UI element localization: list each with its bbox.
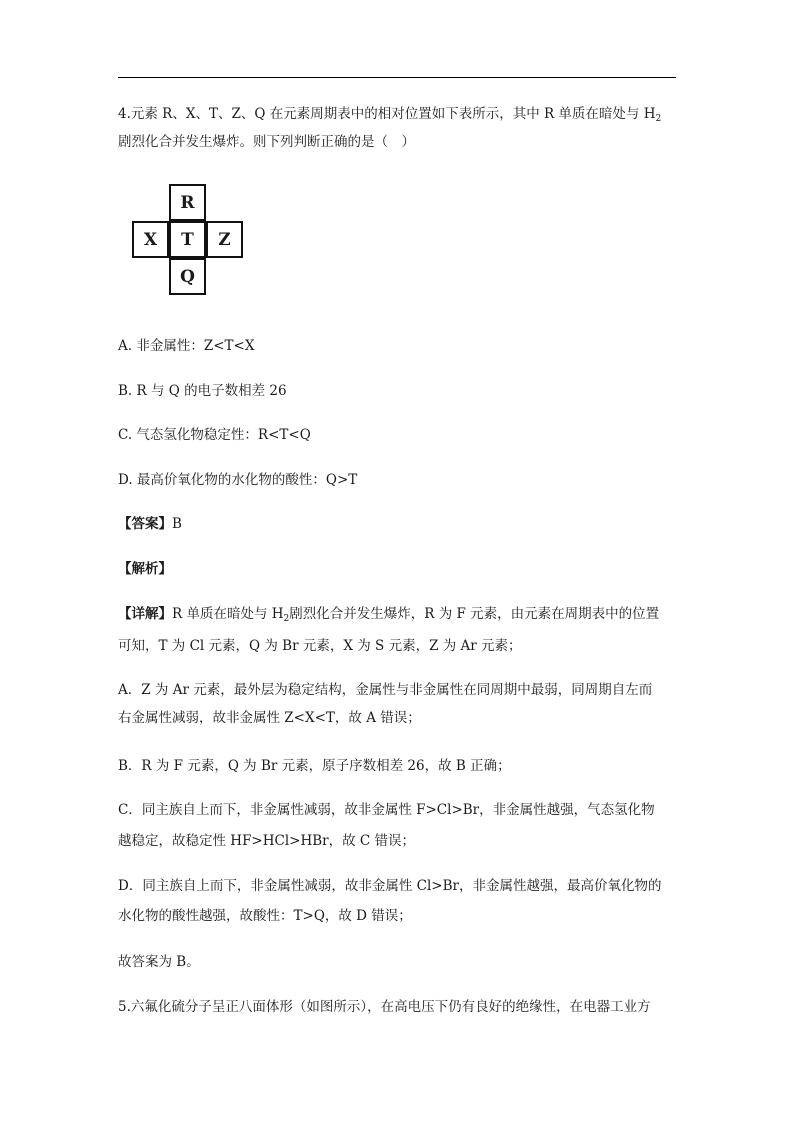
detail-line-2: 可知，T 为 Cl 元素，Q 为 Br 元素，X 为 S 元素，Z 为 Ar 元素； <box>118 638 522 654</box>
header-rule <box>118 77 676 78</box>
explanation-a-2: 右金属性减弱，故非金属性 Z<X<T，故 A 错误； <box>118 710 421 726</box>
detail-line-1: 【详解】R 单质在暗处与 $H_2$剧烈化合并发生爆炸，R 为 F 元素，由元素在周期表中的位置 <box>118 606 660 624</box>
option-d: D. 最高价氧化物的水化物的酸性：Q>T <box>118 472 358 488</box>
question-4-line-2: 剧烈化合并发生爆炸。则下列判断正确的是（ ） <box>118 134 415 150</box>
cell-x: X <box>132 221 169 258</box>
explanation-d-2: 水化物的酸性越强，故酸性：T>Q，故 D 错误； <box>118 908 412 924</box>
question-4-line-1: 4.元素 R、X、T、Z、Q 在元素周期表中的相对位置如下表所示，其中 R 单质在暗处与 $H_2$ <box>118 106 662 124</box>
explanation-c-1: C．同主族自上而下，非金属性减弱，故非金属性 F>Cl>Br，非金属性越强，气态氢化物 <box>118 802 655 818</box>
cell-q: Q <box>169 258 206 295</box>
question-5-line-1: 5.六氟化硫分子呈正八面体形（如图所示），在高电压下仍有良好的绝缘性，在电器工业方 <box>118 999 651 1015</box>
answer-line: 【答案】B <box>118 516 182 532</box>
analysis-label: 【解析】 <box>118 561 172 577</box>
option-b: B. R 与 Q 的电子数相差 26 <box>118 383 287 399</box>
cell-z: Z <box>206 221 243 258</box>
explanation-b: B．R 为 F 元素，Q 为 Br 元素，原子序数相差 26，故 B 正确； <box>118 758 511 774</box>
cell-t: T <box>169 221 206 258</box>
explanation-d-1: D．同主族自上而下，非金属性减弱，故非金属性 Cl>Br，非金属性越强，最高价氧化物的 <box>118 878 662 894</box>
option-c: C. 气态氢化物稳定性：R<T<Q <box>118 427 311 443</box>
conclusion: 故答案为 B。 <box>118 954 200 970</box>
cell-r: R <box>169 184 206 221</box>
option-a: A. 非金属性：Z<T<X <box>118 338 255 354</box>
explanation-c-2: 越稳定，故稳定性 HF>HCl>HBr，故 C 错误； <box>118 833 416 849</box>
periodic-table-fragment <box>132 184 244 296</box>
explanation-a-1: A．Z 为 Ar 元素，最外层为稳定结构，金属性与非金属性在同周期中最弱，同周期自左而 <box>118 682 653 698</box>
